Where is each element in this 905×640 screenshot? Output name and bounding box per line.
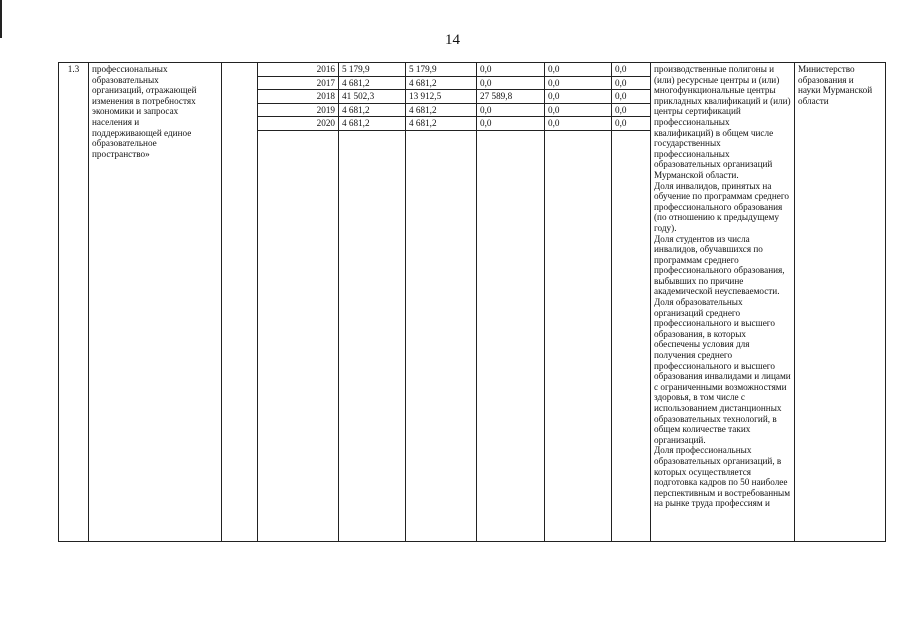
empty-cell: [222, 63, 258, 542]
value-cell: 4 681,2: [406, 117, 477, 131]
value-cell: 27 589,8: [477, 90, 545, 104]
empty-cell: [406, 130, 477, 541]
value-cell: 0,0: [545, 63, 612, 77]
row-index: 1.3: [59, 63, 89, 542]
measure-name: профессиональных образовательных организаций, отражающей изменения в потребностях экономики и запросах населения и поддерживающей единое образовательное пространство»: [89, 63, 222, 542]
empty-cell: [545, 130, 612, 541]
value-cell: 13 912,5: [406, 90, 477, 104]
empty-cell: [477, 130, 545, 541]
year-cell: 2017: [258, 76, 339, 90]
total-cell: 4 681,2: [339, 76, 406, 90]
year-cell: 2020: [258, 117, 339, 131]
value-cell: 0,0: [612, 117, 651, 131]
value-cell: 0,0: [477, 103, 545, 117]
value-cell: 5 179,9: [406, 63, 477, 77]
year-cell: 2016: [258, 63, 339, 77]
value-cell: 4 681,2: [406, 103, 477, 117]
value-cell: 0,0: [612, 90, 651, 104]
value-cell: 0,0: [477, 76, 545, 90]
page-number: 14: [445, 32, 460, 48]
empty-cell: [258, 130, 339, 541]
value-cell: 4 681,2: [406, 76, 477, 90]
table-row: [59, 63, 886, 77]
value-cell: 0,0: [545, 103, 612, 117]
total-cell: 41 502,3: [339, 90, 406, 104]
total-cell: 4 681,2: [339, 117, 406, 131]
program-table: [58, 62, 886, 542]
executor-text: Министерство образования и науки Мурманской области: [795, 63, 886, 542]
indicators-text: производственные полигоны и (или) ресурсные центры и (или) многофункциональные центры прикладных квалификаций и (или) центры сертификаций профессиональных квалификаций) в общем числе государственных профессиональных образовательных организаций Мурманской области. Доля инвалидов, принятых на обучение по программам среднего профессионального образования (по отношению к предыдущему году). Доля студентов из числа инвалидов, обучавшихся по программам среднего профессионального образования, выбывших по причине академической неуспеваемости. Доля образовательных организаций среднего профессионального и высшего образования, в которых обеспечены условия для получения среднего профессионального и высшего образования инвалидами и лицами с ограниченными возможностями здоровья, в том числе с использованием дистанционных образовательных технологий, в общем количестве таких организаций. Доля профессиональных образовательных организаций, в которых осуществляется подготовка кадров по 50 наиболее перспективным и востребованным на рынке труда профессиям и: [651, 63, 795, 542]
empty-cell: [612, 130, 651, 541]
value-cell: 0,0: [612, 103, 651, 117]
value-cell: 0,0: [612, 63, 651, 77]
total-cell: 4 681,2: [339, 103, 406, 117]
year-cell: 2019: [258, 103, 339, 117]
value-cell: 0,0: [545, 117, 612, 131]
total-cell: 5 179,9: [339, 63, 406, 77]
value-cell: 0,0: [477, 63, 545, 77]
value-cell: 0,0: [612, 76, 651, 90]
year-cell: 2018: [258, 90, 339, 104]
empty-cell: [339, 130, 406, 541]
value-cell: 0,0: [477, 117, 545, 131]
value-cell: 0,0: [545, 76, 612, 90]
value-cell: 0,0: [545, 90, 612, 104]
